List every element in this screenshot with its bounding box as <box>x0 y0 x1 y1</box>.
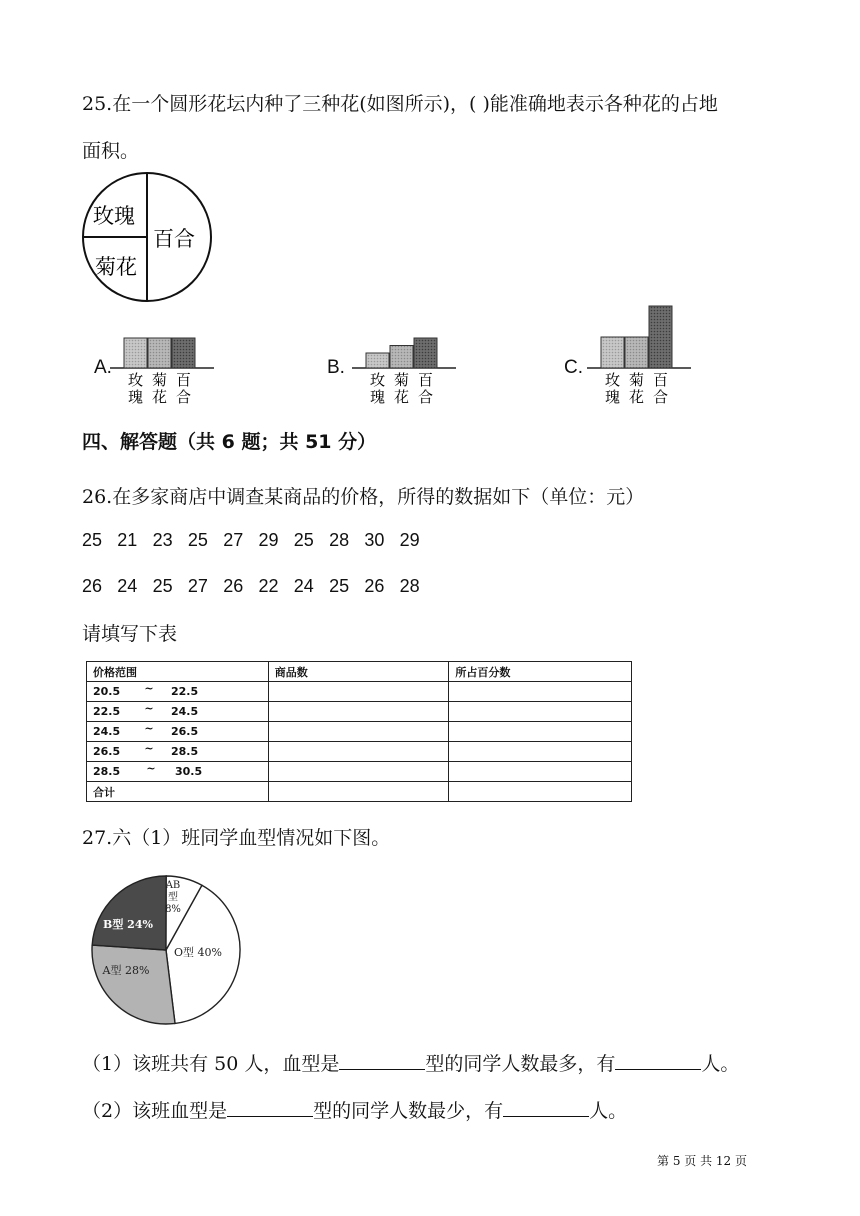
table-header-row <box>87 662 632 682</box>
range-to: 30.5 <box>175 765 203 778</box>
q27-sub1-text-a: （1）该班共有 50 人，血型是 <box>82 1053 340 1075</box>
percent-cell[interactable] <box>449 762 632 782</box>
option-c-letter[interactable]: C. <box>564 357 583 378</box>
q27-sub2-text-c: 人。 <box>589 1100 628 1122</box>
q25-line2: 面积。 <box>82 140 140 162</box>
price-value: 26 <box>82 576 103 596</box>
bar-label: 花 <box>393 388 410 406</box>
price-value: 22 <box>258 576 279 596</box>
price-value: 27 <box>187 576 208 596</box>
percent-cell[interactable] <box>449 722 632 742</box>
bar-label: 瑰 <box>127 388 144 406</box>
price-value: 24 <box>293 576 314 596</box>
bar-label: 玫 <box>127 371 144 389</box>
answer-blank-most-type[interactable] <box>339 1049 425 1070</box>
range-to: 22.5 <box>171 685 199 698</box>
bar-lily <box>649 306 672 368</box>
range-sep: ~ <box>144 702 154 715</box>
answer-blank-most-count[interactable] <box>615 1049 701 1070</box>
price-value: 25 <box>187 530 208 550</box>
bar-label: 花 <box>151 388 168 406</box>
q27-sub2-text-a: （2）该班血型是 <box>82 1100 228 1122</box>
percent-cell[interactable] <box>449 702 632 722</box>
bar-rose <box>366 353 389 368</box>
option-b-bar-chart[interactable] <box>352 318 462 418</box>
pie-slice-label: B型 24% <box>103 918 153 931</box>
count-cell[interactable] <box>268 702 449 722</box>
page-footer: 第 5 页 共 12 页 <box>657 1154 747 1168</box>
bar-label: 合 <box>175 388 192 406</box>
price-value: 28 <box>329 530 350 550</box>
pie-slice <box>92 876 166 950</box>
percent-cell[interactable] <box>449 682 632 702</box>
table-row <box>87 702 632 722</box>
price-range-cell <box>87 702 269 722</box>
price-value: 21 <box>117 530 138 550</box>
bar-chrysanthemum <box>390 346 413 369</box>
price-value: 30 <box>364 530 385 550</box>
price-range-cell <box>87 682 269 702</box>
count-cell[interactable] <box>268 762 449 782</box>
table-row <box>87 742 632 762</box>
price-value: 28 <box>399 576 420 596</box>
range-sep: ~ <box>144 722 154 735</box>
bar-chrysanthemum <box>148 338 171 368</box>
answer-blank-least-count[interactable] <box>503 1096 589 1117</box>
pie-slice-label: 型 <box>168 892 178 903</box>
bar-label: 玫 <box>369 371 386 389</box>
q27-sub2 <box>82 1096 627 1125</box>
table-row <box>87 682 632 702</box>
price-value: 25 <box>82 530 103 550</box>
label-chrysanthemum: 菊花 <box>95 255 137 279</box>
pie-slice-label: A型 28% <box>102 964 150 977</box>
price-value: 23 <box>152 530 173 550</box>
price-value: 25 <box>329 576 350 596</box>
option-a-bar-chart[interactable] <box>110 318 220 418</box>
label-lily: 百合 <box>153 227 195 251</box>
price-value: 26 <box>364 576 385 596</box>
answer-blank-least-type[interactable] <box>227 1096 313 1117</box>
bar-label: 花 <box>628 388 645 406</box>
pie-slice-label: 8% <box>165 904 181 915</box>
percent-cell[interactable] <box>449 742 632 762</box>
bar-lily <box>172 338 195 368</box>
bar-label: 合 <box>417 388 434 406</box>
range-to: 24.5 <box>171 705 199 718</box>
flower-bed-diagram <box>80 170 216 306</box>
count-cell[interactable] <box>268 742 449 762</box>
blood-type-pie-chart <box>88 872 244 1028</box>
pie-slice-label: AB <box>165 880 181 891</box>
range-to: 26.5 <box>171 725 199 738</box>
section-title: 四、解答题（共 6 题；共 51 分） <box>82 431 377 453</box>
bar-label: 菊 <box>151 371 168 389</box>
price-value: 25 <box>293 530 314 550</box>
price-value: 27 <box>223 530 244 550</box>
bar-label: 玫 <box>604 371 621 389</box>
total-label: 合计 <box>87 782 269 802</box>
price-value: 29 <box>258 530 279 550</box>
bar-rose <box>124 338 147 368</box>
bar-label: 瑰 <box>604 388 621 406</box>
q27-sub2-text-b: 型的同学人数最少，有 <box>313 1100 504 1122</box>
range-from: 22.5 <box>93 705 121 718</box>
header-percent: 所占百分数 <box>449 662 632 682</box>
count-cell[interactable] <box>268 722 449 742</box>
price-range-cell <box>87 722 269 742</box>
bar-label: 百 <box>417 371 434 389</box>
q27-intro: 27.六（1）班同学血型情况如下图。 <box>82 827 391 849</box>
q26-data-row-2 <box>82 576 435 597</box>
label-rose: 玫瑰 <box>93 204 135 228</box>
range-sep: ~ <box>144 682 154 695</box>
bar-label: 菊 <box>628 371 645 389</box>
range-sep: ~ <box>146 762 156 775</box>
option-b-letter[interactable]: B. <box>327 357 345 378</box>
bar-label: 菊 <box>393 371 410 389</box>
bar-label: 瑰 <box>369 388 386 406</box>
bar-label: 百 <box>175 371 192 389</box>
q26-instruction: 请填写下表 <box>82 623 178 645</box>
option-c-bar-chart[interactable] <box>587 300 697 418</box>
table-row <box>87 762 632 782</box>
price-value: 26 <box>223 576 244 596</box>
pie-slice-label: O型 40% <box>174 946 222 959</box>
bar-rose <box>601 337 624 368</box>
range-to: 28.5 <box>171 745 199 758</box>
count-cell[interactable] <box>268 682 449 702</box>
price-range-cell <box>87 742 269 762</box>
header-price-range: 价格范围 <box>87 662 269 682</box>
price-value: 29 <box>399 530 420 550</box>
option-a-letter[interactable]: A. <box>94 357 112 378</box>
range-from: 28.5 <box>93 765 121 778</box>
total-count-cell[interactable] <box>268 782 449 802</box>
table-row <box>87 722 632 742</box>
bar-chrysanthemum <box>625 337 648 368</box>
q26-intro: 26.在多家商店中调查某商品的价格，所得的数据如下（单位：元） <box>82 486 645 508</box>
bar-label: 合 <box>652 388 669 406</box>
range-from: 24.5 <box>93 725 121 738</box>
price-value: 25 <box>152 576 173 596</box>
bar-lily <box>414 338 437 368</box>
price-value: 24 <box>117 576 138 596</box>
q26-data-row-1 <box>82 530 435 551</box>
price-range-cell <box>87 762 269 782</box>
q27-sub1 <box>82 1049 739 1078</box>
q27-sub1-text-c: 人。 <box>701 1053 740 1075</box>
q25-line1: 25.在一个圆形花坛内种了三种花(如图所示)，( )能准确地表示各种花的占地 <box>82 93 718 115</box>
pie-slice <box>92 945 175 1024</box>
bar-label: 百 <box>652 371 669 389</box>
total-percent-cell[interactable] <box>449 782 632 802</box>
price-frequency-table <box>86 661 632 802</box>
range-from: 20.5 <box>93 685 121 698</box>
header-count: 商品数 <box>268 662 449 682</box>
range-sep: ~ <box>144 742 154 755</box>
range-from: 26.5 <box>93 745 121 758</box>
table-total-row <box>87 782 632 802</box>
q27-sub1-text-b: 型的同学人数最多，有 <box>425 1053 616 1075</box>
